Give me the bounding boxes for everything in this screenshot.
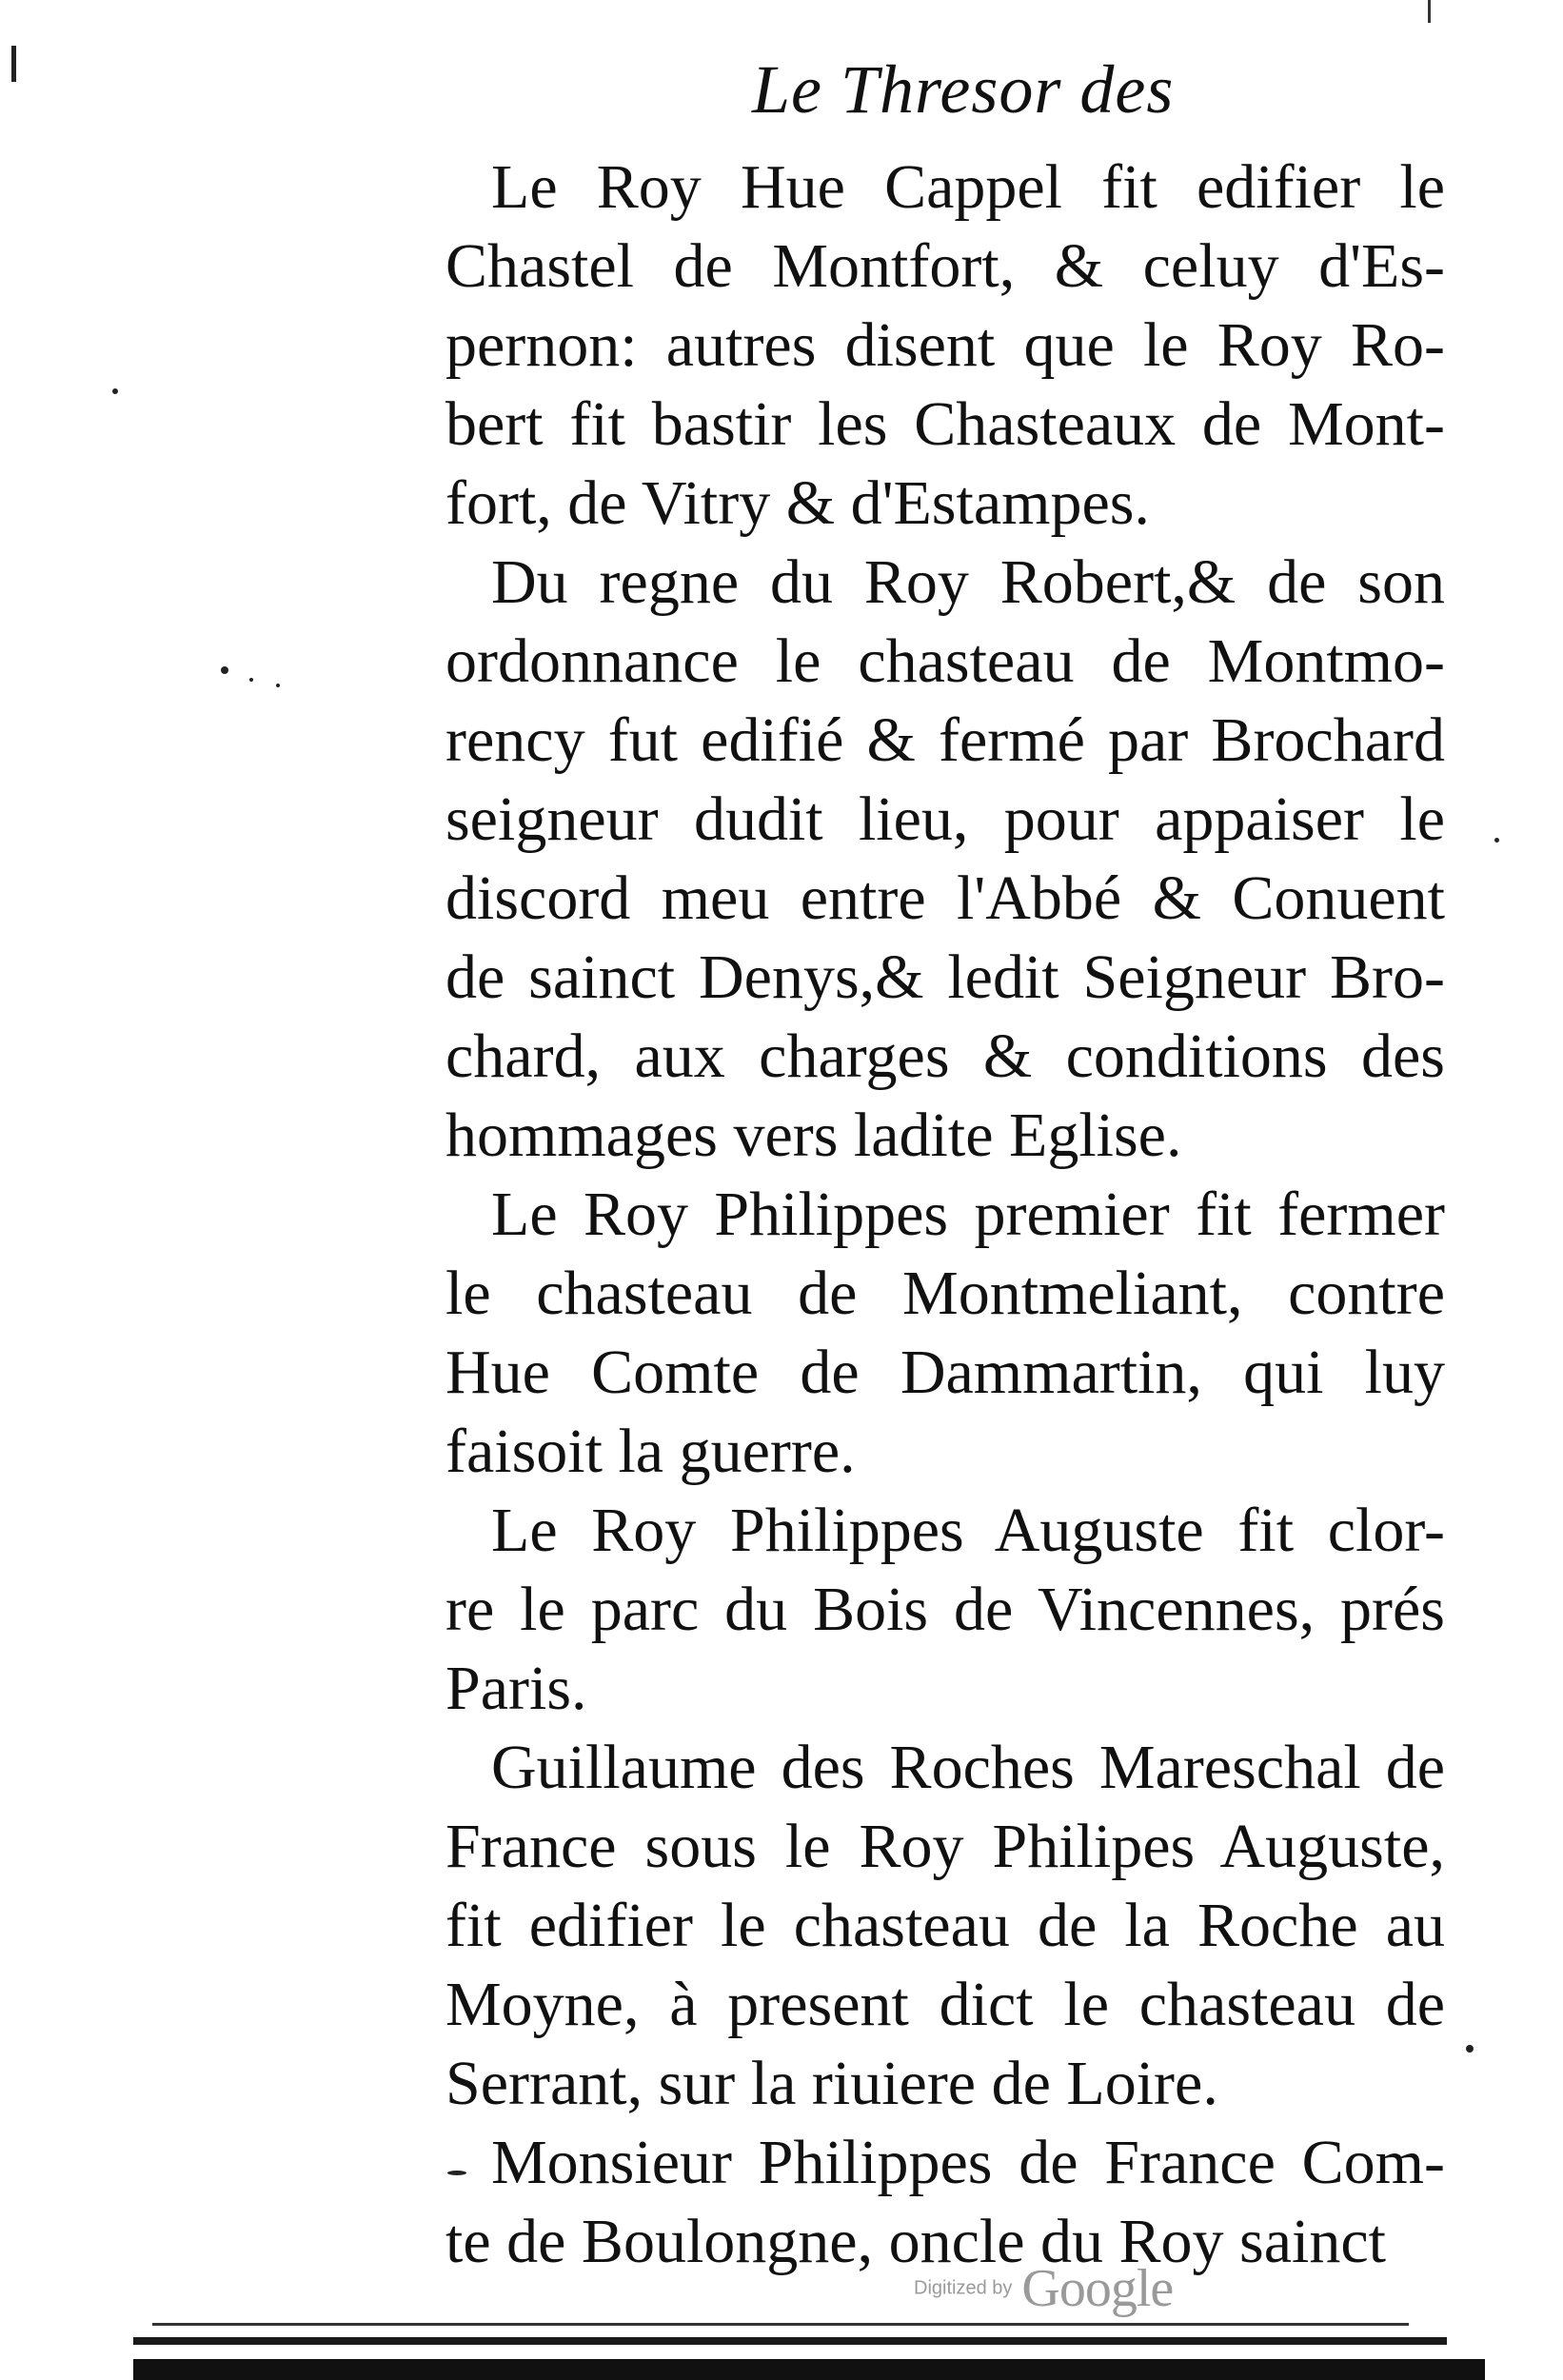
text-line: discord meu entre l'Abbé & Conuent bbox=[445, 863, 1445, 933]
text-line: de sainct Denys,& ledit Seigneur Bro- bbox=[445, 942, 1445, 1012]
digitization-watermark bbox=[914, 2258, 1173, 2319]
text-line: bert fit bastir les Chasteaux de Mont- bbox=[445, 389, 1445, 459]
text-line: Chastel de Montfort, & celuy d'Es- bbox=[445, 231, 1445, 301]
text-line: chard, aux charges & conditions des bbox=[445, 1021, 1445, 1091]
paragraph bbox=[445, 1175, 1445, 1491]
text-line: Le Roy Hue Cappel fit edifier le bbox=[491, 152, 1445, 222]
text-block bbox=[445, 148, 1445, 2281]
running-head: Le Thresor des bbox=[752, 51, 1175, 128]
text-line: Serrant, sur la riuiere de Loire. bbox=[445, 2049, 1218, 2118]
text-line: Monsieur Philippes de France Com- bbox=[491, 2128, 1445, 2197]
text-line: Le Roy Philippes premier fit fermer bbox=[491, 1180, 1445, 1249]
paragraph bbox=[445, 543, 1445, 1175]
text-line: fit edifier le chasteau de la Roche au bbox=[445, 1891, 1445, 1960]
ink-speck bbox=[249, 678, 253, 682]
text-line: Paris. bbox=[445, 1654, 587, 1723]
text-line: France sous le Roy Philipes Auguste, bbox=[445, 1812, 1445, 1881]
text-line: te de Boulongne, oncle du Roy sainct bbox=[445, 2207, 1386, 2276]
text-line: re le parc du Bois de Vincennes, prés bbox=[445, 1575, 1445, 1644]
ink-speck bbox=[1494, 838, 1499, 843]
ink-speck bbox=[447, 2171, 466, 2175]
watermark-prefix: Digitized by bbox=[914, 2277, 1013, 2299]
text-line: Guillaume des Roches Mareschal de bbox=[491, 1733, 1445, 1802]
page-edge-line bbox=[152, 2323, 1409, 2326]
text-line: fort, de Vitry & d'Estampes. bbox=[445, 468, 1150, 538]
text-line: Moyne, à present dict le chasteau de bbox=[445, 1970, 1445, 2039]
margin-mark bbox=[1428, 0, 1431, 23]
text-line: pernon: autres disent que le Roy Ro- bbox=[445, 310, 1445, 380]
paragraph bbox=[445, 1728, 1445, 2123]
binding-mark bbox=[11, 46, 16, 82]
ink-speck bbox=[221, 666, 228, 674]
text-line: seigneur dudit lieu, pour appaiser le bbox=[445, 784, 1445, 854]
text-line: Le Roy Philippes Auguste fit clor- bbox=[491, 1496, 1445, 1565]
ink-speck bbox=[1466, 2045, 1474, 2053]
text-line: faisoit la guerre. bbox=[445, 1417, 856, 1486]
watermark-brand: Google bbox=[1021, 2259, 1174, 2318]
text-line: ordonnance le chasteau de Montmo- bbox=[445, 626, 1445, 696]
text-line: le chasteau de Montmeliant, contre bbox=[445, 1259, 1445, 1328]
ink-speck bbox=[276, 684, 280, 687]
paragraph bbox=[445, 148, 1445, 543]
ink-speck bbox=[112, 388, 118, 394]
text-line: rency fut edifié & fermé par Brochard bbox=[445, 705, 1445, 775]
text-line: Du regne du Roy Robert,& de son bbox=[491, 547, 1445, 617]
page-edge-shadow bbox=[133, 2359, 1485, 2380]
paragraph bbox=[445, 1491, 1445, 1728]
text-line: Hue Comte de Dammartin, qui luy bbox=[445, 1338, 1445, 1407]
page-edge-rule bbox=[133, 2337, 1447, 2345]
text-line: hommages vers ladite Eglise. bbox=[445, 1101, 1182, 1170]
